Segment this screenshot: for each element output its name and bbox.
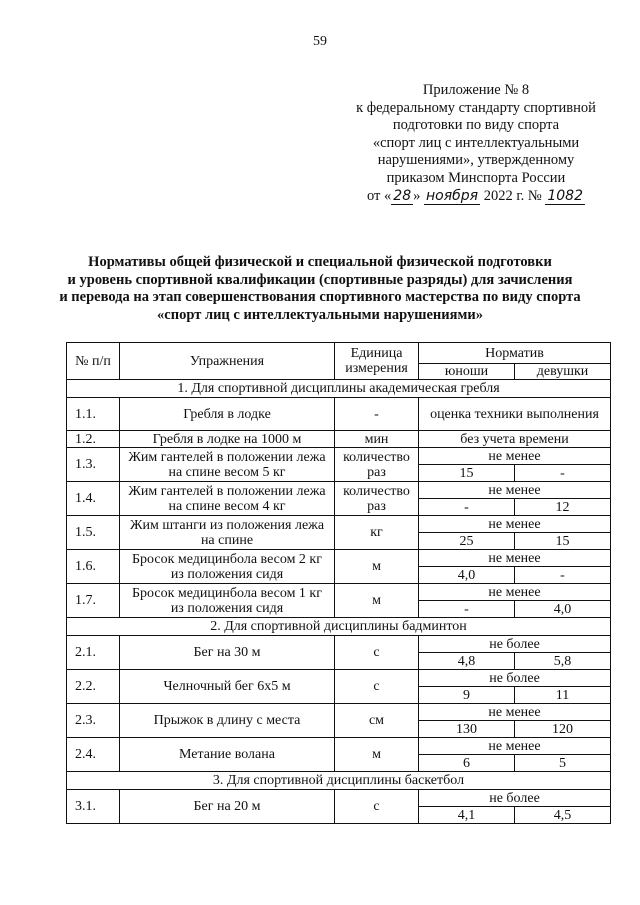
value-boys: 9 [419, 687, 515, 704]
document-title [28, 254, 612, 324]
row-exercise: Бег на 30 м [120, 636, 335, 670]
row-number: 1.3. [67, 448, 120, 482]
section-row [67, 772, 611, 790]
row-condition: не менее [419, 550, 611, 567]
appendix-line: «спорт лиц с интеллектуальными [372, 134, 580, 151]
row-condition: не более [419, 790, 611, 807]
table-row [67, 448, 611, 465]
row-number: 2.3. [67, 704, 120, 738]
table-row [67, 670, 611, 687]
section-row [67, 380, 611, 398]
row-exercise: Бросок медицинбола весом 1 кг из положения сидя [120, 584, 335, 618]
row-number: 3.1. [67, 790, 120, 824]
value-girls: 5,8 [515, 653, 611, 670]
table-row [67, 431, 611, 448]
value-boys: - [419, 601, 515, 618]
row-condition: не менее [419, 482, 611, 499]
value-girls: 12 [515, 499, 611, 516]
row-exercise: Прыжок в длину с места [120, 704, 335, 738]
table-row [67, 704, 611, 721]
row-exercise: Жим штанги из положения лежа на спине [120, 516, 335, 550]
value-boys: 4,8 [419, 653, 515, 670]
row-norm: оценка техники выполнения [419, 398, 611, 431]
header-unit: Единица измерения [335, 343, 419, 380]
row-exercise: Челночный бег 6x5 м [120, 670, 335, 704]
row-condition: не более [419, 636, 611, 653]
table-row [67, 398, 611, 431]
row-norm: без учета времени [419, 431, 611, 448]
value-boys: 130 [419, 721, 515, 738]
value-boys: 15 [419, 465, 515, 482]
value-boys: 6 [419, 755, 515, 772]
section-row [67, 618, 611, 636]
row-number: 1.2. [67, 431, 120, 448]
header-girls: девушки [515, 364, 611, 380]
row-exercise: Бег на 20 м [120, 790, 335, 824]
row-condition: не менее [419, 448, 611, 465]
value-boys: 25 [419, 533, 515, 550]
table-row [67, 790, 611, 807]
order-year: 2022 г. № [483, 187, 542, 204]
value-girls: 120 [515, 721, 611, 738]
row-unit: с [335, 636, 419, 670]
page-number: 59 [313, 34, 327, 49]
section-title: 2. Для спортивной дисциплины бадминтон [67, 618, 611, 636]
header-norm: Норматив [419, 343, 611, 364]
title-line: и уровень спортивной квалификации (спортивные разряды) для зачисления [67, 271, 573, 288]
row-exercise: Метание волана [120, 738, 335, 772]
row-exercise: Гребля в лодке [120, 398, 335, 431]
row-unit: м [335, 584, 419, 618]
title-line: Нормативы общей физической и специальной физической подготовки [88, 254, 552, 270]
table-row [67, 516, 611, 533]
row-unit: - [335, 398, 419, 431]
row-number: 1.7. [67, 584, 120, 618]
handwritten-day: 28 [393, 187, 412, 204]
appendix-line: Приложение № 8 [422, 82, 530, 98]
appendix-line: подготовки по виду спорта [392, 117, 560, 134]
section-title: 3. Для спортивной дисциплины баскетбол [67, 772, 611, 790]
row-exercise: Гребля в лодке на 1000 м [120, 431, 335, 448]
row-exercise: Жим гантелей в положении лежа на спине весом 4 кг [120, 482, 335, 516]
value-girls: 5 [515, 755, 611, 772]
row-number: 2.1. [67, 636, 120, 670]
appendix-line: к федеральному стандарту спортивной [356, 99, 596, 116]
row-condition: не менее [419, 584, 611, 601]
handwritten-month: ноября [425, 187, 479, 204]
table-row [67, 636, 611, 653]
value-boys: 4,1 [419, 807, 515, 824]
appendix-line: приказом Минспорта России [386, 169, 566, 186]
row-number: 1.4. [67, 482, 120, 516]
value-boys: - [419, 499, 515, 516]
row-condition: не более [419, 670, 611, 687]
row-number: 1.6. [67, 550, 120, 584]
row-number: 1.5. [67, 516, 120, 550]
section-title: 1. Для спортивной дисциплины академическая гребля [67, 380, 611, 398]
row-number: 2.4. [67, 738, 120, 772]
row-unit: см [335, 704, 419, 738]
header-num: № п/п [67, 343, 120, 380]
header-exercise: Упражнения [120, 343, 335, 380]
header-boys: юноши [419, 364, 515, 380]
row-unit: кг [335, 516, 419, 550]
value-girls: 11 [515, 687, 611, 704]
value-girls: - [515, 465, 611, 482]
row-condition: не менее [419, 704, 611, 721]
value-girls: 4,5 [515, 807, 611, 824]
value-girls: 15 [515, 533, 611, 550]
standards-table [66, 342, 611, 824]
table-header-row [67, 343, 611, 364]
table-row [67, 738, 611, 755]
table-row [67, 482, 611, 499]
order-date-line [340, 188, 612, 206]
row-unit: мин [335, 431, 419, 448]
appendix-line: нарушениями», утвержденному [377, 152, 575, 169]
title-line: «спорт лиц с интеллектуальными нарушениями» [157, 306, 483, 323]
row-unit: м [335, 550, 419, 584]
row-number: 2.2. [67, 670, 120, 704]
date-prefix: от « [367, 187, 392, 204]
row-condition: не менее [419, 516, 611, 533]
row-unit: м [335, 738, 419, 772]
handwritten-order-number: 1082 [547, 187, 583, 204]
table-row [67, 550, 611, 567]
appendix-header [340, 82, 612, 205]
row-unit: количество раз [335, 448, 419, 482]
value-girls: 4,0 [515, 601, 611, 618]
row-exercise: Бросок медицинбола весом 2 кг из положения сидя [120, 550, 335, 584]
row-unit: с [335, 670, 419, 704]
row-condition: не менее [419, 738, 611, 755]
value-boys: 4,0 [419, 567, 515, 584]
row-exercise: Жим гантелей в положении лежа на спине весом 5 кг [120, 448, 335, 482]
row-unit: с [335, 790, 419, 824]
row-unit: количество раз [335, 482, 419, 516]
row-number: 1.1. [67, 398, 120, 431]
date-quote-close: » [413, 187, 421, 204]
table-row [67, 584, 611, 601]
value-girls: - [515, 567, 611, 584]
title-line: и перевода на этап совершенствования спортивного мастерства по виду спорта [59, 289, 581, 305]
